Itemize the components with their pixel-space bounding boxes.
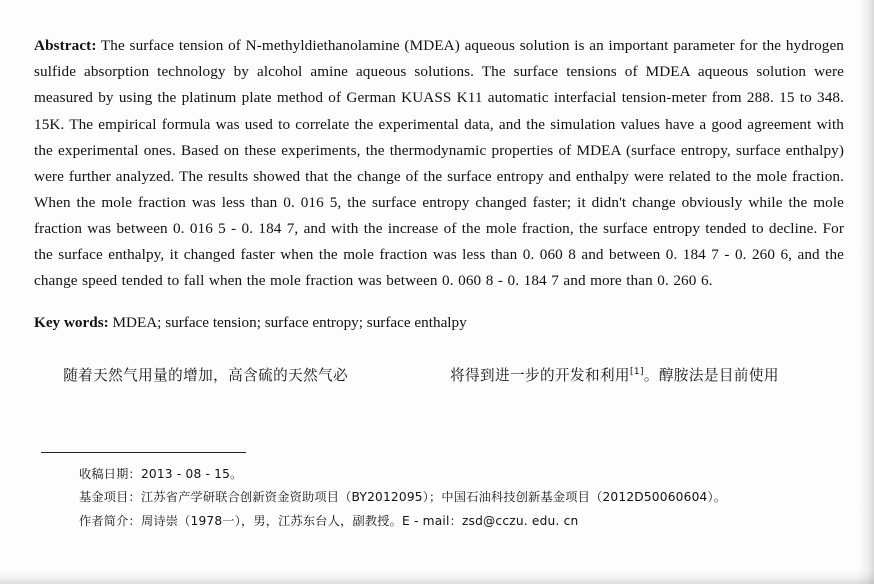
abstract-paragraph: [34, 33, 844, 294]
keywords-text: MDEA; surface tension; surface entropy; surface enthalpy: [108, 313, 467, 331]
abstract-text: The surface tension of N-methyldiethanolamine (MDEA) aqueous solution is an important parameter for the hydrogen sulfide absorption technology by alcohol amine aqueous solutions. The surface tensions of MDEA aqueous solution were measured by using the platinum plate method of German KUASS K11 automatic interfacial tension-meter from 288. 15 to 348. 15K. The empirical formula was used to correlate the experimental data, and the simulation values have a good agreement with the experimental ones. Based on these experiments, the thermodynamic properties of MDEA (surface entropy, surface enthalpy) were further analyzed. The results showed that the change of the surface entropy and enthalpy were related to the mole fraction. When the mole fraction was less than 0. 016 5, the surface entropy changed faster; it didn't change obviously while the mole fraction was between 0. 016 5 - 0. 184 7, and with the increase of the mole fraction, the surface entropy tended to decline. For the surface enthalpy, it changed faster when the mole fraction was less than 0. 060 8 and between 0. 184 7 - 0. 260 6, and the change speed tended to fall when the mole fraction was between 0. 060 8 - 0. 184 7 and more than 0. 260 6.: [34, 37, 844, 290]
footnote-received-label: 收稿日期：: [79, 467, 141, 481]
footnote-received-value: 2013 - 08 - 15。: [140, 467, 243, 481]
footnote-list: [34, 463, 840, 533]
citation-marker: [1]: [629, 367, 644, 378]
footnote-author-value: 周诗崇（1978一），男，江苏东台人，副教授。E - mail：zsd@cczu. edu. cn: [140, 513, 579, 528]
page-edge-shadow-bottom: [0, 570, 874, 584]
body-columns: [34, 364, 844, 389]
keywords-line: [34, 310, 844, 336]
body-column-right: [450, 364, 844, 389]
footnote-funding-value: 江苏省产学研联合创新资金资助项目（BY2012095）；中国石油科技创新基金项目（2012D50060604）。: [140, 490, 727, 505]
body-column-right-text: 将得到进一步的开发和利用: [450, 366, 630, 384]
footnote-divider: [41, 452, 246, 453]
footnote-funding-label: 基金项目：: [79, 490, 141, 505]
body-column-right-tail: 。醇胺法是目前使用: [643, 366, 779, 384]
footnote-author-label: 作者简介：: [79, 513, 141, 528]
footnote-section: [34, 452, 840, 533]
page-edge-shadow-right: [858, 0, 874, 584]
keywords-label: Key words:: [34, 313, 109, 331]
footnote-received: [79, 463, 840, 486]
abstract-label: Abstract:: [34, 37, 97, 55]
footnote-funding: [79, 486, 840, 509]
footnote-author: [79, 510, 840, 533]
body-column-left: 随着天然气用量的增加，高含硫的天然气必: [63, 366, 349, 384]
